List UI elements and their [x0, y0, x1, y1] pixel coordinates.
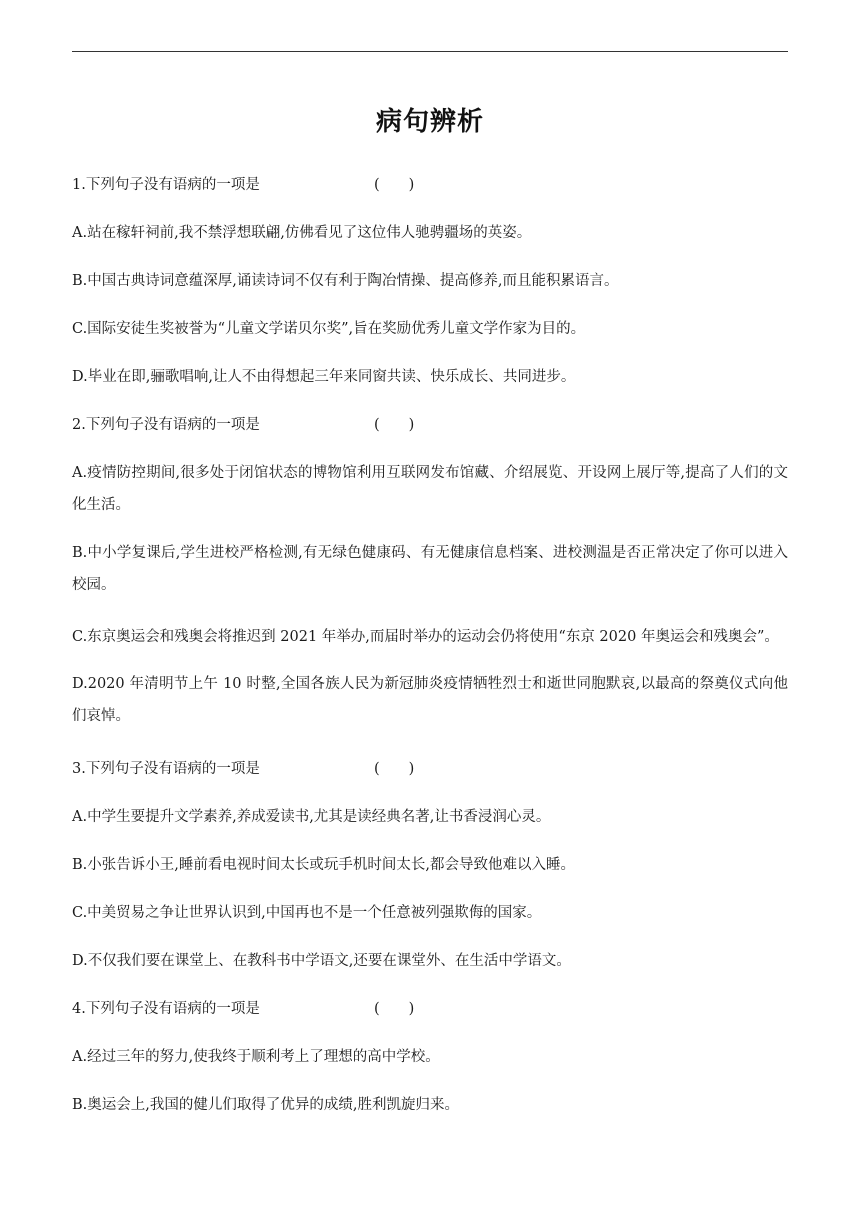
- option-b: B.中小学复课后,学生进校严格检测,有无绿色健康码、有无健康信息档案、进校测温是否正常决定了你可以进入校园。: [72, 545, 788, 593]
- answer-blank: ( ): [374, 761, 415, 777]
- header-rule: [72, 51, 788, 52]
- option-d: D.2020 年清明节上午 10 时整,全国各族人民为新冠肺炎疫情牺牲烈士和逝世同胞默哀,以最高的祭奠仪式向他们哀悼。: [72, 676, 788, 724]
- option-c: C.东京奥运会和残奥会将推迟到 2021 年举办,而届时举办的运动会仍将使用“东京 2020 年奥运会和残奥会”。: [72, 629, 779, 645]
- option-a: A.中学生要提升文学素养,养成爱读书,尤其是读经典名著,让书香浸润心灵。: [72, 809, 551, 825]
- question-stem: 3.下列句子没有语病的一项是: [72, 761, 260, 777]
- option-b: B.中国古典诗词意蕴深厚,诵读诗词不仅有利于陶冶情操、提高修养,而且能积累语言。: [72, 273, 619, 289]
- question-stem: 1.下列句子没有语病的一项是: [72, 177, 260, 193]
- question-4-stem-row: [72, 1002, 414, 1017]
- question-2-stem-row: [72, 418, 414, 433]
- option-a: A.经过三年的努力,使我终于顺利考上了理想的高中学校。: [72, 1049, 440, 1065]
- question-1-stem-row: [72, 178, 414, 193]
- option-a: A.站在稼轩祠前,我不禁浮想联翩,仿佛看见了这位伟人驰骋疆场的英姿。: [72, 225, 532, 241]
- answer-blank: ( ): [374, 177, 415, 193]
- option-b: B.小张告诉小王,睡前看电视时间太长或玩手机时间太长,都会导致他难以入睡。: [72, 857, 575, 873]
- option-d: D.不仅我们要在课堂上、在教科书中学语文,还要在课堂外、在生活中学语文。: [72, 953, 571, 969]
- option-b: B.奥运会上,我国的健儿们取得了优异的成绩,胜利凯旋归来。: [72, 1097, 459, 1113]
- option-c: C.国际安徒生奖被誉为“儿童文学诺贝尔奖”,旨在奖励优秀儿童文学作家为目的。: [72, 321, 586, 337]
- option-d: D.毕业在即,骊歌唱响,让人不由得想起三年来同窗共读、快乐成长、共同进步。: [72, 369, 576, 385]
- option-a: A.疫情防控期间,很多处于闭馆状态的博物馆利用互联网发布馆藏、介绍展览、开设网上展厅等,提高了人们的文化生活。: [72, 465, 788, 513]
- question-3-stem-row: [72, 762, 414, 777]
- document-title: 病句辨析: [375, 107, 484, 137]
- option-c: C.中美贸易之争让世界认识到,中国再也不是一个任意被列强欺侮的国家。: [72, 905, 542, 921]
- question-stem: 2.下列句子没有语病的一项是: [72, 417, 260, 433]
- question-stem: 4.下列句子没有语病的一项是: [72, 1001, 260, 1017]
- answer-blank: ( ): [374, 417, 415, 433]
- answer-blank: ( ): [374, 1001, 415, 1017]
